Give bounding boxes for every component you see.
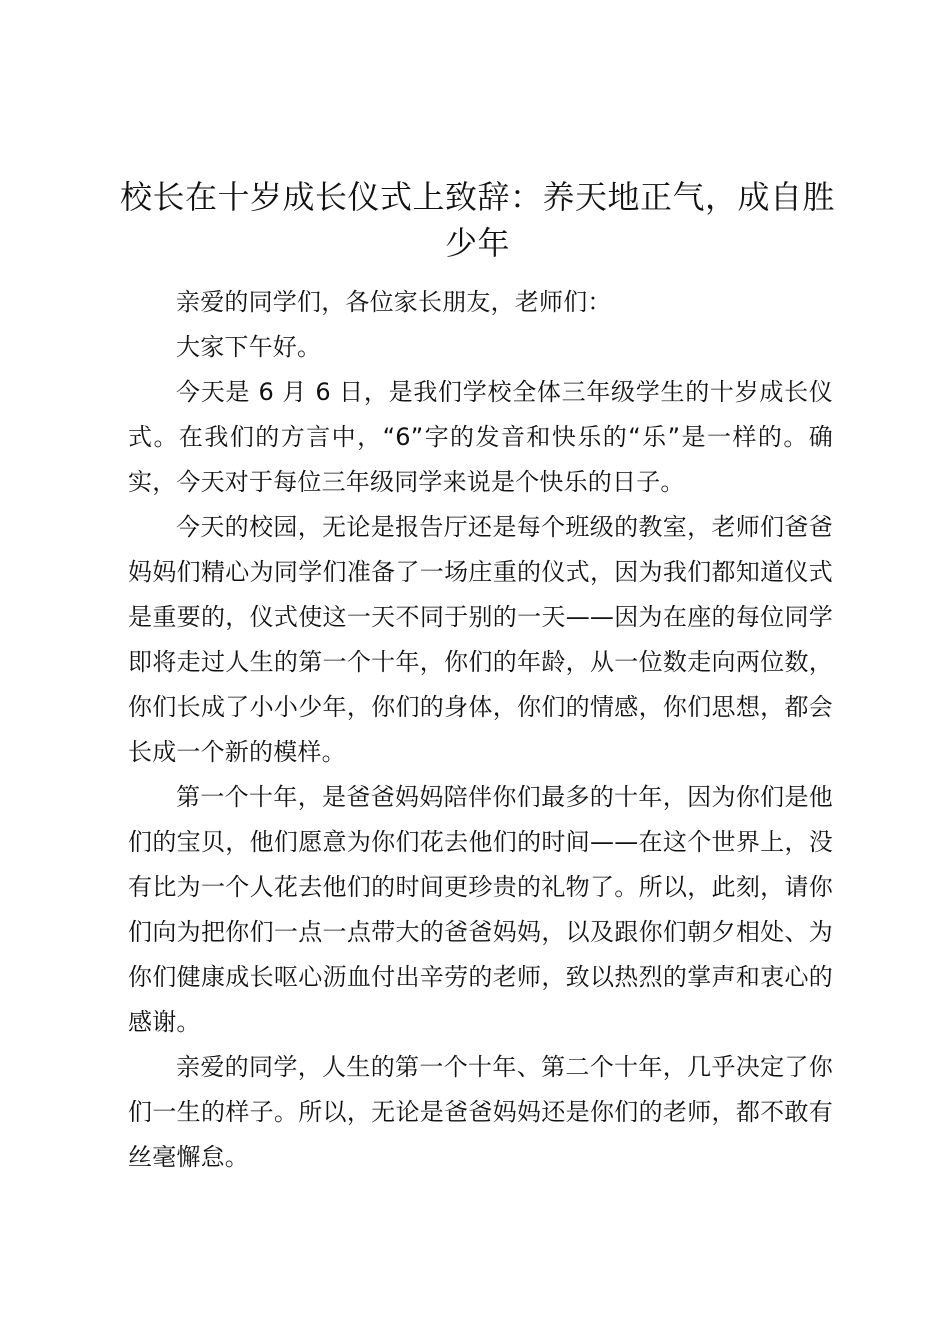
paragraph-today: 今天是 6 月 6 日，是我们学校全体三年级学生的十岁成长仪式。在我们的方言中，“6”字的发音和快乐的“乐”是一样的。确实，今天对于每位三年级同学来说是个快乐的日子。 — [128, 378, 833, 496]
paragraph-salutation: 大家下午好。 — [176, 333, 322, 361]
paragraph-first-decade: 第一个十年，是爸爸妈妈陪伴你们最多的十年，因为你们是他们的宝贝，他们愿意为你们花去他们的时间——在这个世界上，没有比为一个人花去他们的时间更珍贵的礼物了。所以，此刻，请你们向为把你们一点一点带大的爸爸妈妈，以及跟你们朝夕相处、为你们健康成长呕心沥血付出辛劳的老师，致以热烈的掌声和衷心的感谢。 — [128, 783, 833, 1036]
document-body — [128, 280, 833, 1180]
paragraph-greeting: 亲爱的同学们，各位家长朋友，老师们： — [176, 288, 612, 316]
paragraph-ceremony: 今天的校园，无论是报告厅还是每个班级的教室，老师们爸爸妈妈们精心为同学们准备了一场庄重的仪式，因为我们都知道仪式是重要的，仪式使这一天不同于别的一天——因为在座的每位同学即将走过人生的第一个十年，你们的年龄，从一位数走向两位数，你们长成了小小少年，你们的身体，你们的情感，你们思想，都会长成一个新的模样。 — [128, 513, 833, 766]
document-title: 校长在十岁成长仪式上致辞：养天地正气，成自胜少年 — [120, 178, 836, 262]
paragraph-life-decades: 亲爱的同学，人生的第一个十年、第二个十年，几乎决定了你们一生的样子。所以，无论是爸爸妈妈还是你们的老师，都不敢有丝毫懈怠。 — [128, 1053, 833, 1171]
